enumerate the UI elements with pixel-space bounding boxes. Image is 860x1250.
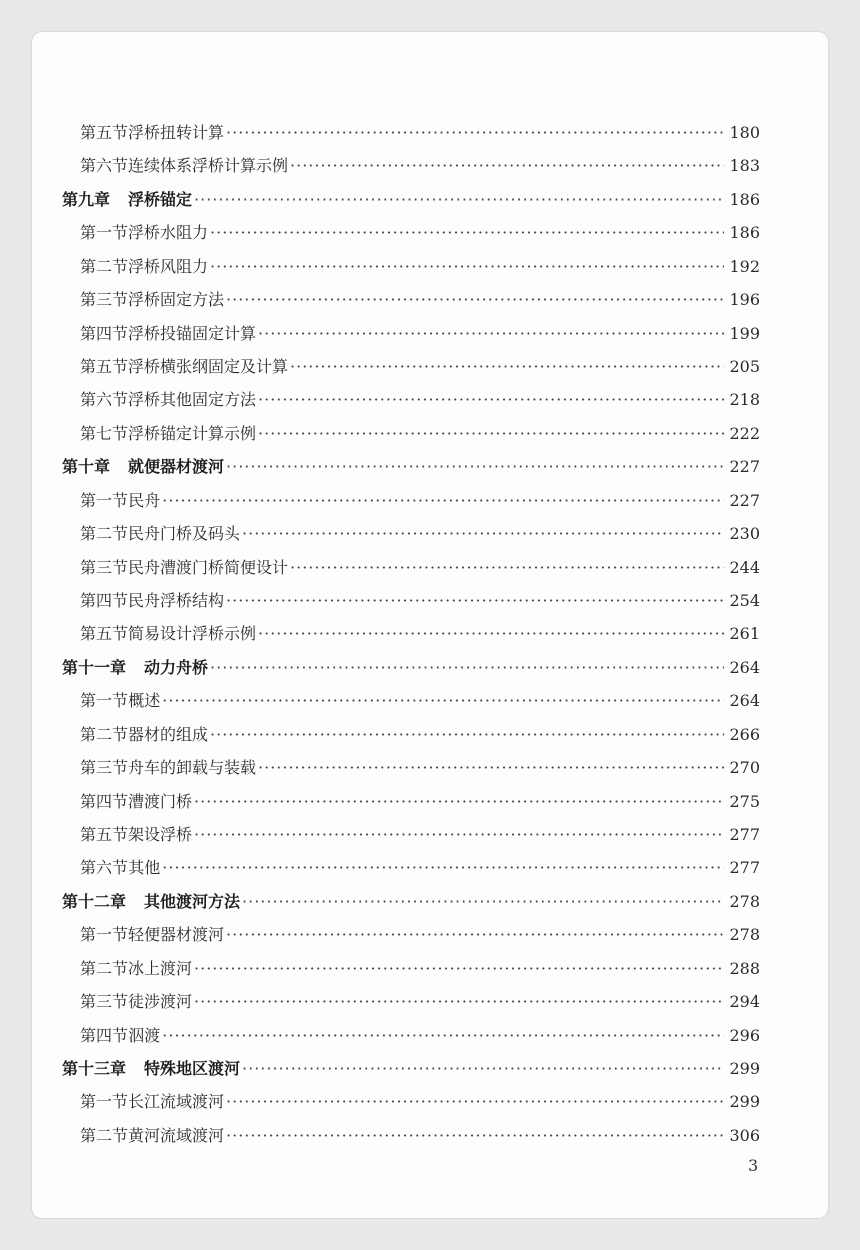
entry-page-number: 270 <box>729 758 760 778</box>
toc-section-entry <box>80 756 760 780</box>
toc-section-entry <box>80 154 760 178</box>
dot-leader <box>242 522 724 546</box>
entry-page-number: 266 <box>729 724 760 744</box>
toc-section-entry <box>80 990 760 1014</box>
entry-label: 第四节 <box>80 323 129 343</box>
entry-title: 民舟浮桥结构 <box>128 591 225 611</box>
entry-page-number: 227 <box>729 490 760 510</box>
entry-title: 黄河流域渡河 <box>128 1125 225 1145</box>
entry-page-number: 254 <box>729 591 760 611</box>
entry-title: 特殊地区渡河 <box>144 1059 241 1079</box>
entry-title: 轻便器材渡河 <box>128 925 225 945</box>
entry-title: 浮桥锚定 <box>128 189 193 209</box>
entry-page-number: 299 <box>729 1059 760 1079</box>
entry-page-number: 264 <box>729 691 760 711</box>
entry-label: 第三节 <box>80 557 129 577</box>
document-page <box>32 32 828 1218</box>
toc-chapter-entry <box>62 455 760 479</box>
toc-section-entry <box>80 823 760 847</box>
toc-section-entry <box>80 221 760 245</box>
entry-label: 第七节 <box>80 423 129 443</box>
entry-title: 冰上渡河 <box>128 958 193 978</box>
entry-title: 浮桥投锚固定计算 <box>128 323 257 343</box>
entry-label: 第十二章 <box>62 891 127 911</box>
entry-title: 舟车的卸载与装载 <box>128 758 257 778</box>
entry-page-number: 196 <box>729 290 760 310</box>
entry-page-number: 192 <box>729 256 760 276</box>
dot-leader <box>162 1024 724 1048</box>
entry-page-number: 230 <box>729 524 760 544</box>
toc-section-entry <box>80 121 760 145</box>
dot-leader <box>226 1124 724 1148</box>
entry-page-number: 275 <box>729 791 760 811</box>
entry-label: 第二节 <box>80 256 129 276</box>
dot-leader <box>258 388 724 412</box>
toc-section-entry <box>80 1024 760 1048</box>
dot-leader <box>258 322 724 346</box>
dot-leader <box>290 355 724 379</box>
entry-page-number: 218 <box>729 390 760 410</box>
entry-title: 浮桥固定方法 <box>128 290 225 310</box>
dot-leader <box>258 422 724 446</box>
dot-leader <box>162 856 724 880</box>
entry-label: 第二节 <box>80 1125 129 1145</box>
toc-section-entry <box>80 1090 760 1114</box>
entry-label: 第六节 <box>80 156 129 176</box>
entry-label: 第一节 <box>80 691 129 711</box>
entry-page-number: 186 <box>729 223 760 243</box>
entry-label: 第十三章 <box>62 1059 127 1079</box>
entry-title: 民舟漕渡门桥简便设计 <box>128 557 289 577</box>
toc-section-entry <box>80 489 760 513</box>
entry-page-number: 277 <box>729 858 760 878</box>
entry-label: 第二节 <box>80 524 129 544</box>
toc-section-entry <box>80 288 760 312</box>
entry-label: 第三节 <box>80 290 129 310</box>
entry-title: 简易设计浮桥示例 <box>128 624 257 644</box>
entry-title: 徒涉渡河 <box>128 992 193 1012</box>
entry-label: 第五节 <box>80 123 129 142</box>
toc-chapter-entry <box>62 890 760 914</box>
dot-leader <box>258 756 724 780</box>
page-number: 3 <box>748 1156 759 1175</box>
entry-title: 其他 <box>128 858 161 878</box>
toc-section-entry <box>80 322 760 346</box>
entry-label: 第四节 <box>80 591 129 611</box>
dot-leader <box>210 723 724 747</box>
entry-title: 连续体系浮桥计算示例 <box>128 156 289 176</box>
entry-page-number: 294 <box>729 992 760 1012</box>
entry-label: 第五节 <box>80 624 129 644</box>
entry-page-number: 227 <box>729 457 760 477</box>
entry-label: 第四节 <box>80 791 129 811</box>
toc-section-entry <box>80 422 760 446</box>
toc-section-entry <box>80 355 760 379</box>
entry-page-number: 199 <box>729 323 760 343</box>
dot-leader <box>194 957 724 981</box>
entry-page-number: 278 <box>729 925 760 945</box>
entry-label: 第四节 <box>80 1025 129 1045</box>
entry-label: 第五节 <box>80 357 129 376</box>
dot-leader <box>242 890 724 914</box>
entry-page-number: 205 <box>729 357 760 376</box>
entry-page-number: 296 <box>729 1025 760 1045</box>
entry-label: 第十章 <box>62 457 111 477</box>
toc-section-entry <box>80 589 760 613</box>
entry-title: 民舟 <box>128 490 161 510</box>
entry-page-number: 244 <box>729 557 760 577</box>
dot-leader <box>194 790 724 814</box>
dot-leader <box>242 1057 724 1081</box>
entry-page-number: 306 <box>729 1125 760 1145</box>
toc-section-entry <box>80 522 760 546</box>
dot-leader <box>162 689 724 713</box>
dot-leader <box>162 489 724 513</box>
toc-section-entry <box>80 255 760 279</box>
entry-title: 器材的组成 <box>128 724 209 744</box>
entry-title: 泅渡 <box>128 1025 161 1045</box>
dot-leader <box>226 455 724 479</box>
entry-label: 第六节 <box>80 390 129 410</box>
entry-page-number: 277 <box>729 825 760 845</box>
dot-leader <box>290 556 724 580</box>
entry-title: 长江流域渡河 <box>128 1092 225 1112</box>
entry-title: 浮桥扭转计算 <box>128 123 225 142</box>
entry-title: 浮桥横张纲固定及计算 <box>128 357 289 376</box>
entry-page-number: 264 <box>729 657 760 677</box>
entry-label: 第三节 <box>80 992 129 1012</box>
entry-label: 第二节 <box>80 958 129 978</box>
entry-label: 第六节 <box>80 858 129 878</box>
entry-title: 其他渡河方法 <box>144 891 241 911</box>
entry-label: 第一节 <box>80 490 129 510</box>
entry-label: 第九章 <box>62 189 111 209</box>
entry-page-number: 261 <box>729 624 760 644</box>
dot-leader <box>226 121 724 145</box>
toc-section-entry <box>80 723 760 747</box>
dot-leader <box>194 188 724 212</box>
toc-section-entry <box>80 1124 760 1148</box>
entry-title: 浮桥风阻力 <box>128 256 209 276</box>
toc-section-entry <box>80 622 760 646</box>
toc-chapter-entry <box>62 1057 760 1081</box>
entry-label: 第十一章 <box>62 657 127 677</box>
entry-label: 第二节 <box>80 724 129 744</box>
dot-leader <box>194 990 724 1014</box>
toc-section-entry <box>80 556 760 580</box>
entry-page-number: 186 <box>729 189 760 209</box>
entry-label: 第一节 <box>80 925 129 945</box>
toc-section-entry <box>80 923 760 947</box>
entry-label: 第一节 <box>80 223 129 243</box>
dot-leader <box>210 255 724 279</box>
dot-leader <box>258 622 724 646</box>
dot-leader <box>226 288 724 312</box>
dot-leader <box>226 923 724 947</box>
entry-title: 概述 <box>128 691 161 711</box>
toc-chapter-entry <box>62 188 760 212</box>
toc-section-entry <box>80 388 760 412</box>
toc-section-entry <box>80 790 760 814</box>
entry-page-number: 180 <box>729 123 760 142</box>
entry-label: 第五节 <box>80 825 129 845</box>
entry-page-number: 183 <box>729 156 760 176</box>
entry-title: 架设浮桥 <box>128 825 193 845</box>
entry-title: 浮桥锚定计算示例 <box>128 423 257 443</box>
toc-section-entry <box>80 856 760 880</box>
toc-chapter-entry <box>62 656 760 680</box>
entry-page-number: 222 <box>729 423 760 443</box>
toc-section-entry <box>80 957 760 981</box>
entry-page-number: 288 <box>729 958 760 978</box>
entry-page-number: 299 <box>729 1092 760 1112</box>
dot-leader <box>290 154 724 178</box>
entry-label: 第三节 <box>80 758 129 778</box>
entry-title: 动力舟桥 <box>144 657 209 677</box>
entry-title: 漕渡门桥 <box>128 791 193 811</box>
entry-label: 第一节 <box>80 1092 129 1112</box>
toc-section-entry <box>80 689 760 713</box>
dot-leader <box>210 221 724 245</box>
entry-title: 浮桥其他固定方法 <box>128 390 257 410</box>
dot-leader <box>210 656 724 680</box>
dot-leader <box>194 823 724 847</box>
entry-title: 民舟门桥及码头 <box>128 524 241 544</box>
dot-leader <box>226 1090 724 1114</box>
dot-leader <box>226 589 724 613</box>
entry-page-number: 278 <box>729 891 760 911</box>
entry-title: 就便器材渡河 <box>128 457 225 477</box>
entry-title: 浮桥水阻力 <box>128 223 209 243</box>
